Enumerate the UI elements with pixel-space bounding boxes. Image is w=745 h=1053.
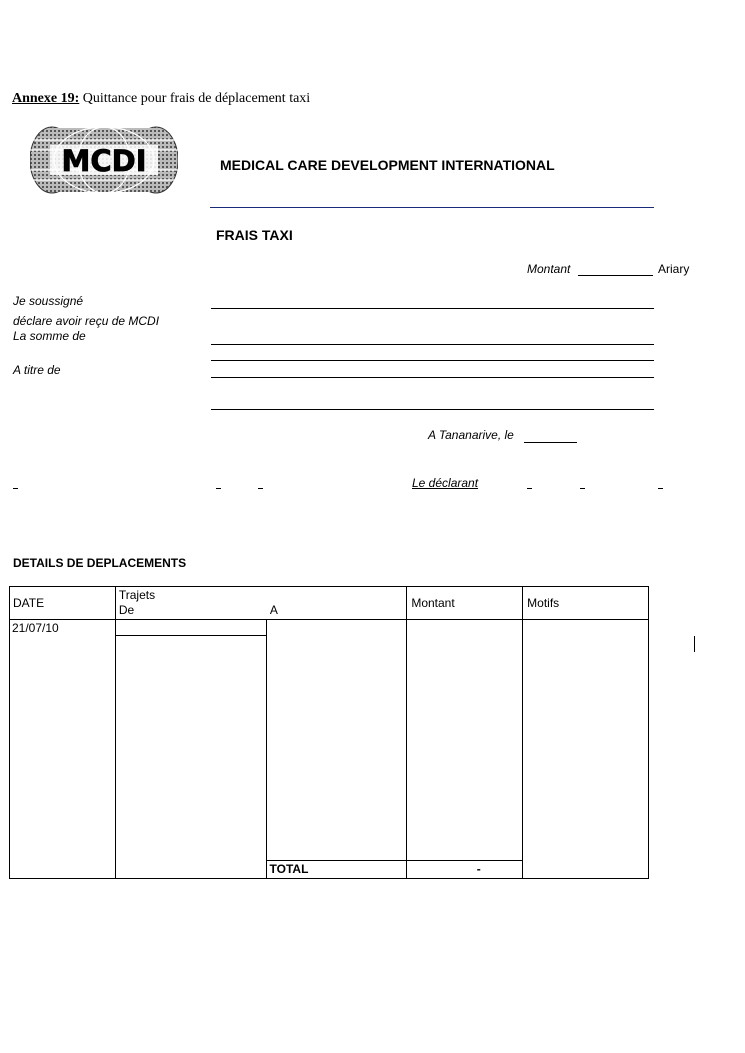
titre-line-1[interactable]	[211, 377, 654, 378]
signature-tick	[580, 488, 585, 489]
a-cell[interactable]	[266, 620, 407, 861]
total-label: TOTAL	[266, 860, 407, 878]
declare-label: déclare avoir reçu de MCDI	[13, 314, 160, 328]
declarant-label: Le déclarant	[412, 476, 479, 490]
header-montant: Montant	[407, 587, 523, 620]
currency-label: Ariary	[658, 262, 690, 276]
details-heading: DETAILS DE DEPLACEMENTS	[13, 556, 187, 570]
titre-line-2[interactable]	[211, 409, 654, 410]
header-divider	[210, 207, 654, 208]
margin-mark	[694, 636, 695, 652]
header-trajets	[115, 587, 406, 620]
titre-label: A titre de	[13, 363, 61, 377]
motifs-cell[interactable]	[523, 620, 649, 879]
somme-line-2[interactable]	[211, 360, 654, 361]
header-trajets-label: Trajets	[118, 588, 156, 602]
signature-tick	[658, 488, 663, 489]
travel-details-table	[9, 586, 649, 879]
de-cell[interactable]	[115, 620, 266, 636]
place-date-label: A Tananarive, le	[428, 428, 514, 442]
organization-name: MEDICAL CARE DEVELOPMENT INTERNATIONAL	[220, 157, 555, 173]
montant-cell[interactable]	[407, 620, 523, 861]
logo-text: MCDI	[61, 144, 147, 178]
signature-tick	[527, 488, 532, 489]
signature-tick	[13, 488, 18, 489]
total-value: -	[407, 860, 523, 878]
header-de: De	[118, 603, 135, 617]
signature-tick	[258, 488, 263, 489]
header-a: A	[269, 603, 278, 617]
date-cell[interactable]: 21/07/10	[10, 620, 116, 879]
signature-tick	[216, 488, 221, 489]
somme-label: La somme de	[13, 329, 86, 343]
montant-label: Montant	[527, 262, 571, 276]
table-header-row	[10, 587, 649, 620]
form-title: FRAIS TAXI	[216, 227, 293, 243]
header-date: DATE	[10, 587, 116, 620]
annex-label: Annexe 19:	[12, 91, 80, 106]
somme-line-1[interactable]	[211, 344, 654, 345]
header-motifs: Motifs	[523, 587, 649, 620]
annex-title: Quittance pour frais de déplacement taxi	[79, 91, 311, 106]
montant-input-line[interactable]	[578, 275, 653, 276]
date-line[interactable]	[524, 442, 577, 443]
soussigne-label: Je soussigné	[13, 294, 84, 308]
soussigne-line[interactable]	[211, 308, 654, 309]
annex-heading	[12, 91, 310, 107]
table-row	[10, 620, 649, 636]
de-cell[interactable]	[115, 636, 266, 879]
mcdi-logo	[30, 126, 178, 194]
